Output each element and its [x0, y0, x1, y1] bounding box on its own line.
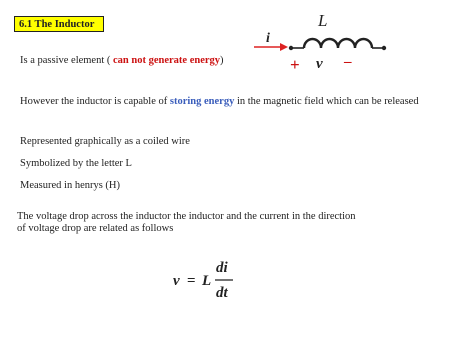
inductance-label: L — [318, 11, 328, 30]
bullet-letter-l: Symbolized by the letter L — [20, 158, 132, 169]
section-title: 6.1 The Inductor — [14, 16, 104, 32]
passive-element-line — [20, 54, 224, 67]
minus-sign: – — [344, 54, 352, 70]
passive-element-prefix: Is a passive element ( — [20, 55, 114, 66]
bullet-henrys: Measured in henrys (H) — [20, 180, 121, 191]
formula-equals: = — [187, 273, 196, 289]
formula-numerator: di — [216, 260, 228, 276]
current-arrow-head — [280, 43, 288, 51]
plus-sign: + — [290, 55, 300, 74]
passive-element-suffix: ) — [220, 55, 224, 66]
inductor-voltage-formula — [165, 255, 255, 305]
storing-energy-highlight: storing energy — [169, 96, 235, 107]
storing-energy-suffix: in the magnetic field which can be released — [234, 96, 419, 107]
inductor-coil — [304, 39, 372, 48]
voltage-label: v — [316, 56, 323, 72]
formula-lhs: v — [173, 273, 180, 289]
formula-denominator: dt — [216, 285, 228, 301]
bullet-coiled-wire: Represented graphically as a coiled wire — [20, 136, 190, 147]
formula-coefficient: L — [202, 273, 212, 289]
storing-energy-line — [20, 95, 419, 108]
cannot-generate-energy-highlight: can not generate energy — [113, 55, 221, 66]
current-label: i — [266, 31, 270, 46]
inductor-symbol-diagram — [250, 8, 440, 76]
right-terminal — [382, 46, 386, 50]
storing-energy-prefix: However the inductor is capable of — [20, 96, 170, 107]
paragraph-line-1: The voltage drop across the inductor the inductor and the current in the direction — [17, 211, 356, 222]
paragraph-line-2: of voltage drop are related as follows — [17, 223, 174, 234]
